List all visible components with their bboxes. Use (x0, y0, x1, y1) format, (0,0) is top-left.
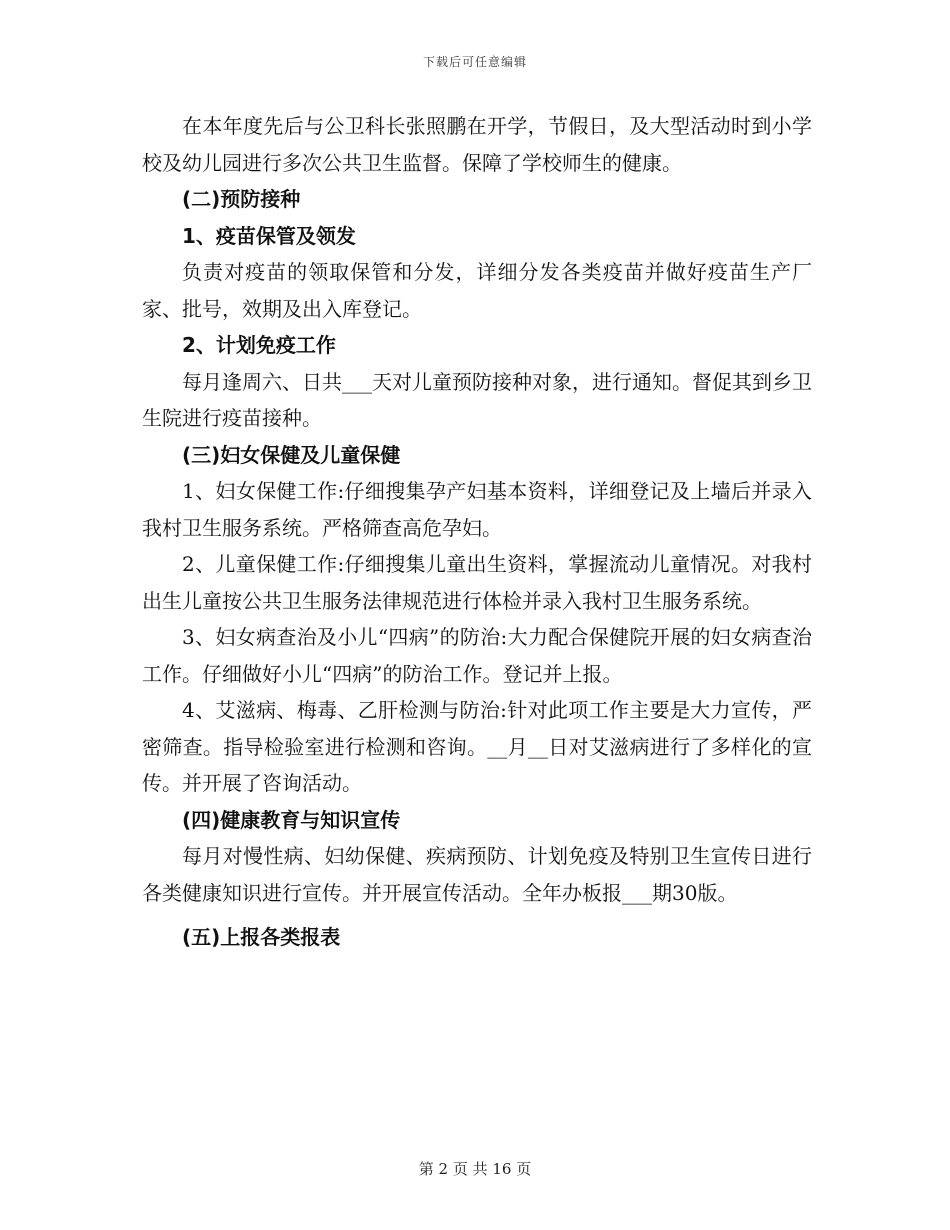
page-footer: 第 2 页 共 16 页 (418, 1160, 532, 1178)
paragraph-immunization: 每月逢周六、日共___天对儿童预防接种对象，进行通知。督促其到乡卫生院进行疫苗接种。 (142, 369, 812, 430)
paragraph-school-supervision: 在本年度先后与公卫科长张照鹏在开学，节假日，及大型活动时到小学校及幼儿园进行多次公共卫生监督。保障了学校师生的健康。 (142, 114, 812, 175)
section-heading-vaccination: (二)预防接种 (182, 187, 301, 211)
paragraph-child-health: 2、儿童保健工作:仔细搜集儿童出生资料，掌握流动儿童情况。对我村出生儿童按公共卫生服务法律规范进行体检并录入我村卫生服务系统。 (142, 552, 812, 613)
section-heading-women-children: (三)妇女保健及儿童保健 (182, 442, 401, 467)
section-heading-reports: (五)上报各类报表 (182, 925, 341, 949)
subheading-immunization: 2、计划免疫工作 (182, 333, 336, 357)
paragraph-vaccine-storage: 负责对疫苗的领取保管和分发，详细分发各类疫苗并做好疫苗生产厂家、批号，效期及出入库登记。 (142, 260, 812, 321)
paragraph-women-health: 1、妇女保健工作:仔细搜集孕产妇基本资料，详细登记及上墙后并录入我村卫生服务系统。严格筛查高危孕妇。 (142, 479, 812, 540)
spacer (142, 911, 812, 919)
subheading-vaccine-storage: 1、疫苗保管及领发 (182, 223, 356, 248)
paragraph-aids-detection: 4、艾滋病、梅毒、乙肝检测与防治:针对此项工作主要是大力宣传，严密筛查。指导检验室进行检测和咨询。__月__日对艾滋病进行了多样化的宣传。并开展了咨询活动。 (142, 698, 812, 795)
document-body (142, 108, 812, 956)
page-header: 下载后可任意编辑 (422, 55, 527, 69)
paragraph-disease-treatment: 3、妇女病查治及小儿“四病”的防治:大力配合保健院开展的妇女病查治工作。仔细做好小儿“四病”的防治工作。登记并上报。 (142, 625, 812, 686)
section-heading-health-education: (四)健康教育与知识宣传 (182, 807, 401, 832)
paragraph-health-education: 每月对慢性病、妇幼保健、疾病预防、计划免疫及特别卫生宣传日进行各类健康知识进行宣传。并开展宣传活动。全年办板报___期30版。 (142, 844, 812, 905)
